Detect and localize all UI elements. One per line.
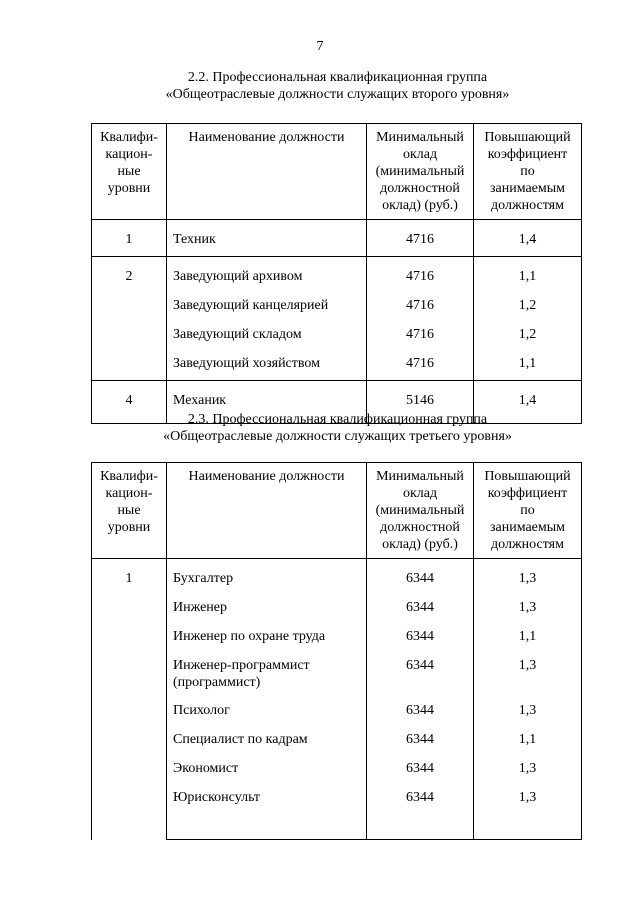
position-name-line: Психолог [173,702,230,718]
header-line: по [520,503,535,518]
header-row [92,463,582,559]
header-line: (минимальный [375,503,465,518]
coefficient-cell: 1,1 [474,625,582,654]
salary-table-third-level [91,462,582,840]
position-name-line: Заведующий хозяйством [173,355,320,371]
salary-cell: 6344 [367,654,474,699]
coefficient-cell: 1,2 [474,294,582,323]
position-name [167,559,367,596]
coefficient-cell: 1,3 [474,699,582,728]
salary-cell: 6344 [367,757,474,786]
position-name-line: Юрисконсульт [173,789,261,805]
header-line: Минимальный [376,469,464,484]
salary-cell: 4716 [367,220,474,257]
position-name-line: Механик [173,393,227,408]
header-row [92,124,582,220]
position-name [167,757,367,786]
salary-cell: 6344 [367,728,474,757]
position-name [167,323,367,352]
position-name [167,220,367,257]
header-line: уровни [107,520,151,535]
position-name-line: Заведующий архивом [173,269,303,284]
position-name-line: Заведующий канцелярией [173,297,329,313]
table-row [92,559,582,596]
coefficient-cell: 1,1 [474,352,582,381]
coefficient-cell: 1,3 [474,654,582,699]
header-salary [367,463,474,559]
coefficient-cell: 1,4 [474,220,582,257]
caption-line: «Общеотраслевые должности служащих второго уровня» [165,87,510,102]
salary-cell: 4716 [367,352,474,381]
salary-cell: 6344 [367,596,474,625]
header-line: должностной [380,181,460,196]
position-name [167,596,367,625]
position-name-line: Инженер-программист [173,657,310,673]
position-name [167,352,367,381]
header-salary [367,124,474,220]
header-line: оклад) (руб.) [382,537,458,552]
header-name: Наименование должности [167,463,367,559]
caption-line: 2.2. Профессиональная квалификационная группа [187,70,488,85]
header-line: Повышающий [484,469,571,484]
header-line: занимаемым [489,520,566,535]
level-cell: 1 [92,559,167,840]
position-name-line: Заведующий складом [173,326,302,342]
header-coefficient [474,124,582,220]
coefficient-cell: 1,3 [474,757,582,786]
page-number: 7 [316,39,324,54]
salary-cell: 4716 [367,294,474,323]
header-line: должностям [491,537,564,552]
header-line: должностной [380,520,460,535]
salary-cell: 6344 [367,699,474,728]
salary-cell: 6344 [367,786,474,840]
caption-line: «Общеотраслевые должности служащих третьего уровня» [163,429,512,444]
header-line: Квалифи- [100,469,158,484]
table-row [92,220,582,257]
salary-cell: 6344 [367,559,474,596]
header-line: должностям [491,198,564,213]
coefficient-cell: 1,4 [474,381,582,424]
position-name-line: (программист) [173,674,261,690]
position-name-line: Специалист по кадрам [173,731,308,747]
header-line: по [520,164,535,179]
salary-cell: 4716 [367,323,474,352]
coefficient-cell: 1,3 [474,559,582,596]
header-name: Наименование должности [167,124,367,220]
header-line: оклад) (руб.) [382,198,458,213]
salary-cell: 6344 [367,625,474,654]
coefficient-cell: 1,2 [474,323,582,352]
position-name-line: Бухгалтер [173,571,234,586]
salary-cell: 5146 [367,381,474,424]
header-line: (минимальный [375,164,465,179]
position-name [167,654,367,699]
section-caption [0,69,640,103]
header-line: оклад [402,147,438,162]
position-name [167,699,367,728]
level-cell: 4 [92,381,167,424]
position-name-line: Инженер [173,599,228,615]
salary-table-second-level [91,123,582,424]
header-line: Минимальный [376,130,464,145]
header-line: Квалифи- [100,130,158,145]
header-line: коэффициент [487,147,568,162]
caption-line: 2.3. Профессиональная квалификационная группа [187,412,488,427]
header-line: ные [117,164,141,179]
salary-cell: 4716 [367,257,474,294]
coefficient-cell: 1,1 [474,728,582,757]
header-level [92,463,167,559]
position-name [167,728,367,757]
position-name-line: Экономист [173,760,239,776]
header-line: коэффициент [487,486,568,501]
coefficient-cell: 1,3 [474,786,582,840]
level-cell: 1 [92,220,167,257]
position-name [167,257,367,294]
coefficient-cell: 1,1 [474,257,582,294]
header-line: уровни [107,181,151,196]
level-cell: 2 [92,257,167,381]
header-line: кацион- [105,486,153,501]
header-line: оклад [402,486,438,501]
header-line: занимаемым [489,181,566,196]
table-row [92,257,582,294]
section-caption [0,411,640,445]
position-name [167,625,367,654]
coefficient-cell: 1,3 [474,596,582,625]
header-level [92,124,167,220]
position-name-line: Техник [173,232,216,247]
position-name [167,786,367,840]
header-line: ные [117,503,141,518]
header-line: кацион- [105,147,153,162]
position-name [167,294,367,323]
position-name-line: Инженер по охране труда [173,628,326,644]
header-coefficient [474,463,582,559]
header-line: Повышающий [484,130,571,145]
